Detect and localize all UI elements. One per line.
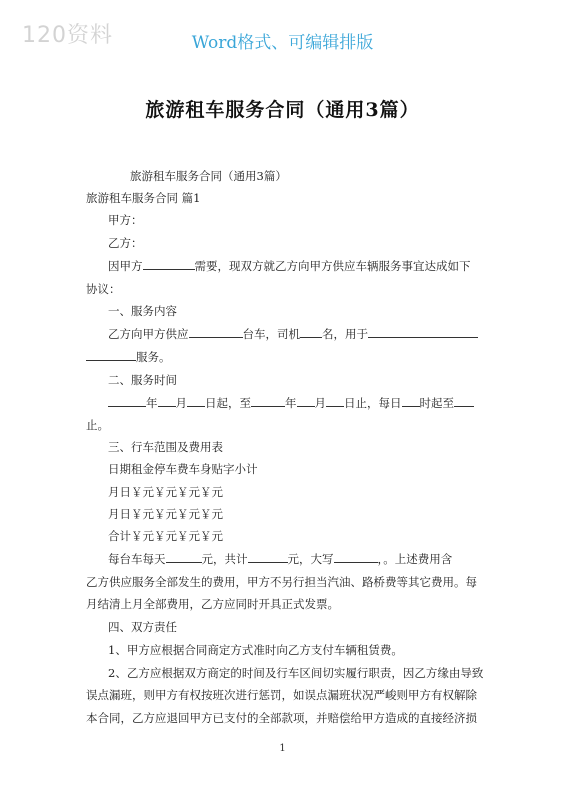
service-line-2 [86,350,171,364]
intro-line [108,259,471,273]
responsibility-2-line-3: 本合同，乙方应退回甲方已支付的全部款项，并赔偿给甲方造成的直接经济损 [86,711,477,725]
watermark-logo: 120资料 [22,23,113,48]
page-header: Word格式、可编辑排版 [191,33,374,53]
blank-field[interactable] [334,552,378,563]
text: 时起至 [419,396,454,410]
text: 元，共计 [201,552,248,566]
fee-table-row: 月日￥元￥元￥元￥元 [108,507,223,521]
time-line [108,396,474,410]
service-line [108,327,478,341]
blank-field[interactable] [86,350,136,361]
blank-field[interactable] [248,552,288,563]
text: 年 [146,396,158,410]
time-line-2: 止。 [86,418,109,432]
fee-line-2: 乙方供应服务全部发生的费用，甲方不另行担当汽油、路桥费等其它费用。每 [86,575,477,589]
text: 月 [175,396,187,410]
fee-table-row: 月日￥元￥元￥元￥元 [108,485,223,499]
text: 因甲方 [108,259,143,273]
fee-table-header: 日期租金停车费车身贴字小计 [108,462,258,476]
blank-field[interactable] [143,259,195,270]
blank-field[interactable] [326,396,344,407]
blank-field[interactable] [402,396,420,407]
responsibility-2: 2、乙方应根据双方商定的时间及行车区间切实履行职责，因乙方缘由导致 [108,666,484,680]
subtitle: 旅游租车服务合同（通用3篇） [130,169,287,183]
blank-field[interactable] [108,396,146,407]
text: 需要，现双方就乙方向甲方供应车辆服务事宜达成如下 [194,259,471,273]
text: 元，大写 [287,552,334,566]
blank-field[interactable] [251,396,285,407]
heading-range-fees: 三、行车范围及费用表 [108,440,223,454]
text: 月 [314,396,326,410]
heading-service-time: 二、服务时间 [108,373,177,387]
text: 日起，至 [205,396,251,410]
text: ，。上述费用含 [377,552,453,566]
text: 名，用于 [322,327,368,341]
text: 年 [285,396,297,410]
party-b-label: 乙方： [108,236,143,250]
blank-field[interactable] [297,396,315,407]
heading-service-content: 一、服务内容 [108,304,177,318]
fee-line [108,552,452,566]
responsibility-1: 1、甲方应根据合同商定方式准时向乙方支付车辆租赁费。 [108,643,403,657]
intro-line-2: 协议： [86,282,121,296]
document-title: 旅游租车服务合同（通用3篇） [145,99,420,121]
blank-field[interactable] [158,396,176,407]
text: 日止，每日 [344,396,402,410]
blank-field[interactable] [187,396,205,407]
text: 每台车每天 [108,552,166,566]
blank-field[interactable] [454,396,474,407]
section-heading: 旅游租车服务合同 篇1 [86,191,201,205]
blank-field[interactable] [166,552,202,563]
blank-field[interactable] [300,327,322,338]
page-number: 1 [279,743,286,754]
text: 服务。 [136,350,171,364]
blank-field[interactable] [189,327,243,338]
responsibility-2-line-2: 误点漏班，则甲方有权按班次进行惩罚，如误点漏班状况严峻则甲方有权解除 [86,688,477,702]
party-a-label: 甲方： [108,213,143,227]
fee-table-total: 合计￥元￥元￥元￥元 [108,529,223,543]
heading-responsibilities: 四、双方责任 [108,620,177,634]
text: 台车，司机 [242,327,300,341]
text: 乙方向甲方供应 [108,327,189,341]
blank-field[interactable] [368,327,478,338]
fee-line-3: 月结清上月全部费用，乙方应同时开具正式发票。 [86,597,339,611]
